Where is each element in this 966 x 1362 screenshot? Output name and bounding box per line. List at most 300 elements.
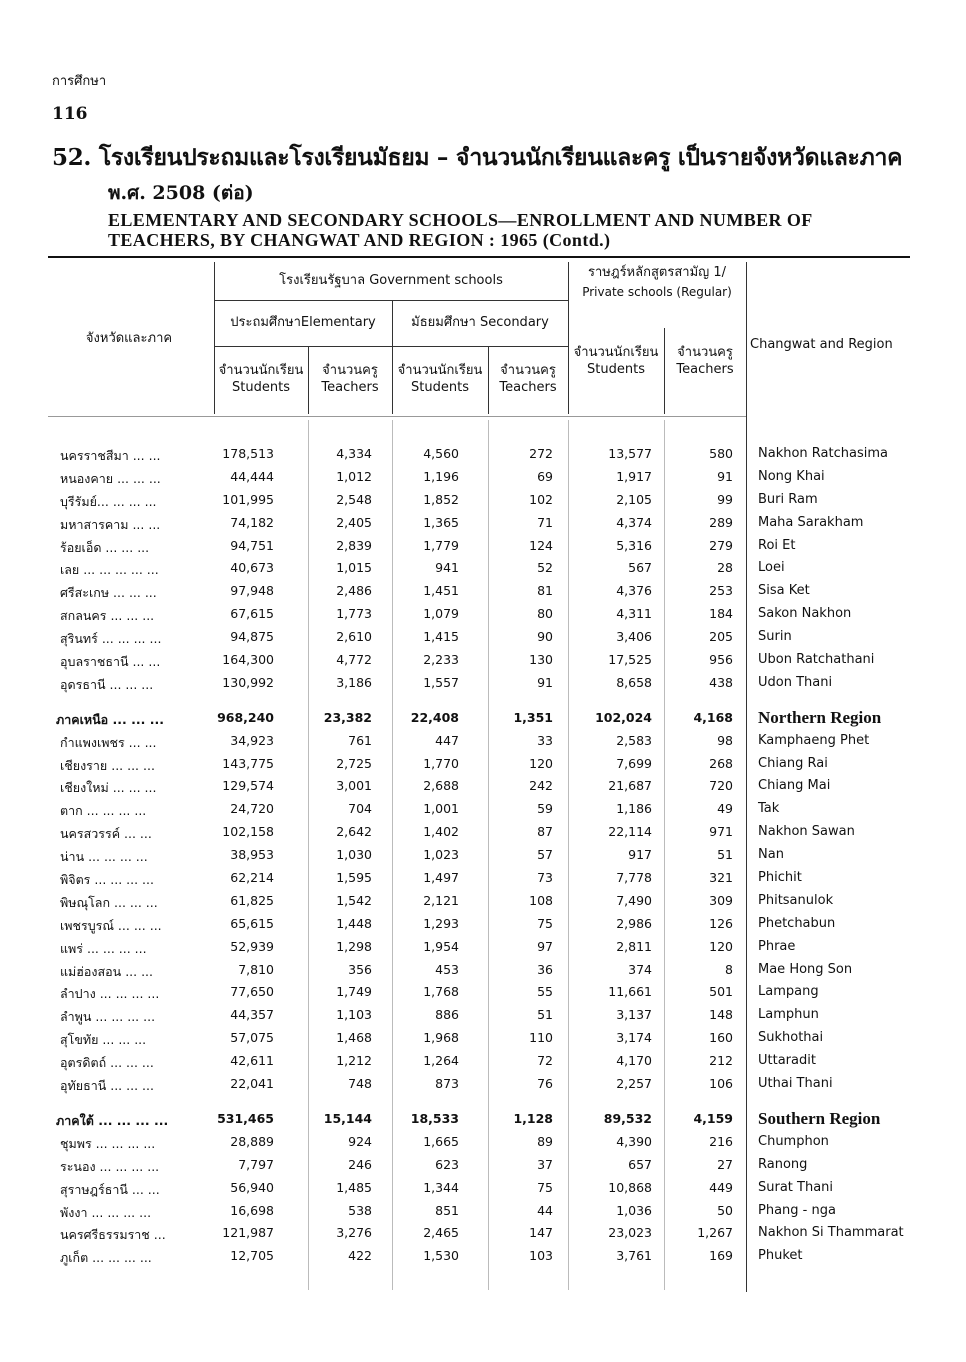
cell-secondary-students: 1,497 — [423, 870, 459, 886]
cell-elementary-students: 101,995 — [222, 491, 274, 507]
cell-secondary-teachers: 242 — [529, 778, 553, 794]
cell-private-teachers: 99 — [717, 491, 733, 507]
changwat-name-english: Phetchabun — [758, 915, 836, 931]
cell-elementary-students: 130,992 — [222, 674, 274, 690]
changwat-name-english: Northern Region — [758, 707, 882, 727]
cell-elementary-teachers: 3,186 — [336, 674, 372, 690]
cell-elementary-students: 44,444 — [230, 468, 274, 484]
changwat-name-thai: อุทัยธานี ... ... ... — [60, 1078, 154, 1094]
changwat-name-thai: ตาก ... ... ... ... — [60, 803, 147, 819]
table-row — [48, 962, 910, 985]
cell-elementary-teachers: 1,773 — [336, 606, 372, 622]
cell-private-teachers: 98 — [717, 732, 733, 748]
table-row — [48, 733, 910, 756]
changwat-name-thai: ลำปาง ... ... ... ... — [60, 986, 160, 1002]
changwat-name-thai: แพร่ ... ... ... ... — [60, 940, 147, 956]
cell-secondary-teachers: 102 — [529, 491, 553, 507]
cell-elementary-teachers: 1,485 — [336, 1179, 372, 1195]
table-row — [48, 801, 910, 824]
table-row — [48, 870, 910, 893]
cell-elementary-teachers: 761 — [348, 732, 372, 748]
table-row — [48, 756, 910, 779]
table-row — [48, 824, 910, 847]
cell-private-students: 7,490 — [616, 892, 652, 908]
cell-private-teachers: 51 — [717, 847, 733, 863]
changwat-name-thai: ชุมพร ... ... ... ... — [60, 1135, 156, 1151]
changwat-name-english: Uttaradit — [758, 1053, 816, 1069]
cell-private-teachers: 120 — [709, 938, 733, 954]
cell-private-teachers: 309 — [709, 892, 733, 908]
cell-private-teachers: 289 — [709, 514, 733, 530]
cell-elementary-students: 42,611 — [230, 1053, 274, 1069]
cell-private-students: 13,577 — [608, 446, 652, 461]
changwat-name-thai: สกลนคร ... ... ... — [60, 608, 155, 624]
cell-elementary-students: 38,953 — [230, 847, 274, 863]
cell-secondary-teachers: 147 — [529, 1225, 553, 1241]
cell-elementary-teachers: 3,001 — [336, 778, 372, 794]
cell-private-students: 4,376 — [616, 583, 652, 599]
cell-private-students: 89,532 — [603, 1110, 652, 1126]
cell-elementary-students: 97,948 — [230, 583, 274, 599]
table-row — [48, 916, 910, 939]
cell-secondary-teachers: 59 — [537, 801, 553, 817]
cell-secondary-teachers: 72 — [537, 1053, 553, 1069]
changwat-name-english: Sukhothai — [758, 1030, 824, 1046]
cell-secondary-students: 1,402 — [423, 824, 459, 840]
cell-private-students: 102,024 — [595, 709, 652, 725]
cell-elementary-students: 121,987 — [222, 1225, 274, 1241]
table-row — [48, 893, 910, 916]
changwat-name-english: Loei — [758, 560, 785, 576]
changwat-name-thai: นครศรีธรรมราช ... — [60, 1227, 166, 1243]
cell-elementary-students: 531,465 — [217, 1110, 274, 1126]
cell-secondary-students: 2,233 — [423, 652, 459, 668]
changwat-name-english: Phitsanulok — [758, 892, 834, 908]
changwat-name-thai: เชียงใหม่ ... ... ... — [60, 780, 157, 796]
cell-secondary-students: 2,121 — [423, 892, 459, 908]
cell-elementary-teachers: 1,012 — [336, 468, 372, 484]
cell-private-students: 17,525 — [608, 652, 652, 668]
cell-elementary-teachers: 1,749 — [336, 984, 372, 1000]
cell-private-students: 2,105 — [616, 491, 652, 507]
cell-secondary-teachers: 130 — [529, 652, 553, 668]
cell-secondary-teachers: 124 — [529, 537, 553, 553]
table-row — [48, 560, 910, 583]
cell-secondary-students: 1,770 — [423, 755, 459, 771]
cell-private-teachers: 268 — [709, 755, 733, 771]
cell-elementary-students: 94,875 — [230, 629, 274, 645]
cell-elementary-teachers: 1,298 — [336, 938, 372, 954]
changwat-name-english: Uthai Thani — [758, 1076, 833, 1092]
header-government-schools: โรงเรียนรัฐบาล Government schools — [279, 273, 503, 288]
changwat-name-english: Ubon Ratchathani — [758, 652, 875, 668]
cell-secondary-teachers: 76 — [537, 1076, 553, 1092]
changwat-name-thai: พิษณุโลก ... ... ... — [60, 894, 158, 910]
table-row — [48, 847, 910, 870]
changwat-name-english: Maha Sarakham — [758, 514, 864, 530]
changwat-name-english: Phuket — [758, 1248, 803, 1264]
cell-private-students: 3,761 — [616, 1248, 652, 1264]
changwat-name-english: Tak — [758, 801, 780, 817]
table-row — [48, 515, 910, 538]
cell-secondary-teachers: 37 — [537, 1156, 553, 1172]
cell-elementary-students: 164,300 — [222, 652, 274, 668]
changwat-name-english: Roi Et — [758, 537, 796, 553]
cell-private-students: 10,868 — [608, 1179, 652, 1195]
cell-secondary-students: 1,023 — [423, 847, 459, 863]
cell-elementary-teachers: 1,448 — [336, 915, 372, 931]
cell-secondary-teachers: 69 — [537, 468, 553, 484]
changwat-name-thai: ร้อยเอ็ด ... ... ... — [60, 539, 150, 555]
cell-elementary-students: 102,158 — [222, 824, 274, 840]
changwat-name-english: Sisa Ket — [758, 583, 810, 599]
cell-elementary-students: 40,673 — [230, 560, 274, 576]
cell-private-teachers: 184 — [709, 606, 733, 622]
cell-private-teachers: 106 — [709, 1076, 733, 1092]
changwat-name-english: Southern Region — [758, 1108, 881, 1128]
cell-private-students: 21,687 — [608, 778, 652, 794]
cell-elementary-students: 77,650 — [230, 984, 274, 1000]
cell-private-teachers: 971 — [709, 824, 733, 840]
cell-private-teachers: 160 — [709, 1030, 733, 1046]
table-row — [48, 652, 910, 675]
data-table-body — [48, 446, 910, 1271]
cell-private-teachers: 8 — [725, 961, 733, 977]
changwat-name-english: Nakhon Si Thammarat — [758, 1225, 904, 1241]
changwat-name-english: Mae Hong Son — [758, 961, 853, 977]
changwat-name-thai: เชียงราย ... ... ... — [60, 757, 155, 773]
cell-elementary-teachers: 1,015 — [336, 560, 372, 576]
changwat-name-english: Chumphon — [758, 1133, 829, 1149]
cell-private-students: 4,170 — [616, 1053, 652, 1069]
changwat-name-thai: สุโขทัย ... ... ... — [60, 1032, 147, 1048]
table-row — [48, 778, 910, 801]
cell-private-students: 917 — [628, 847, 652, 863]
cell-secondary-students: 1,954 — [423, 938, 459, 954]
cell-elementary-students: 7,797 — [238, 1156, 274, 1172]
header-private-students: จำนวนนักเรียน Students — [573, 345, 659, 377]
cell-private-students: 7,699 — [616, 755, 652, 771]
cell-private-teachers: 4,159 — [693, 1110, 733, 1126]
cell-secondary-students: 1,451 — [423, 583, 459, 599]
cell-private-students: 374 — [628, 961, 652, 977]
cell-elementary-teachers: 1,030 — [336, 847, 372, 863]
table-row — [48, 583, 910, 606]
cell-elementary-students: 65,615 — [230, 915, 274, 931]
cell-elementary-students: 34,923 — [230, 732, 274, 748]
cell-secondary-teachers: 89 — [537, 1133, 553, 1149]
cell-secondary-teachers: 75 — [537, 915, 553, 931]
cell-elementary-students: 56,940 — [230, 1179, 274, 1195]
cell-private-teachers: 449 — [709, 1179, 733, 1195]
header-sec-students: จำนวนนักเรียน Students — [397, 363, 483, 395]
cell-private-students: 567 — [628, 560, 652, 576]
changwat-name-thai: ศรีสะเกษ ... ... ... — [60, 585, 157, 601]
region-total-row — [48, 707, 910, 733]
cell-elementary-students: 7,810 — [238, 961, 274, 977]
table-row — [48, 538, 910, 561]
cell-secondary-teachers: 71 — [537, 514, 553, 530]
cell-secondary-teachers: 108 — [529, 892, 553, 908]
cell-private-students: 4,390 — [616, 1133, 652, 1149]
changwat-name-thai: น่าน ... ... ... ... — [60, 849, 148, 865]
cell-secondary-teachers: 87 — [537, 824, 553, 840]
changwat-name-thai: พังงา ... ... ... ... — [60, 1204, 152, 1220]
cell-secondary-teachers: 272 — [529, 446, 553, 461]
cell-elementary-students: 52,939 — [230, 938, 274, 954]
changwat-name-thai: อุตรดิตถ์ ... ... ... — [60, 1055, 154, 1071]
cell-elementary-teachers: 246 — [348, 1156, 372, 1172]
cell-secondary-teachers: 1,128 — [513, 1110, 553, 1126]
changwat-name-thai: นครสวรรค์ ... ... — [60, 826, 152, 842]
cell-private-students: 3,406 — [616, 629, 652, 645]
cell-secondary-students: 447 — [435, 732, 459, 748]
changwat-name-english: Phang - nga — [758, 1202, 836, 1218]
cell-private-students: 23,023 — [608, 1225, 652, 1241]
cell-elementary-teachers: 538 — [348, 1202, 372, 1218]
region-total-row — [48, 1108, 910, 1134]
changwat-name-thai: ลำพูน ... ... ... ... — [60, 1009, 156, 1025]
cell-elementary-students: 28,889 — [230, 1133, 274, 1149]
cell-secondary-teachers: 97 — [537, 938, 553, 954]
table-row — [48, 1007, 910, 1030]
cell-private-teachers: 580 — [709, 446, 733, 461]
header-elem-students: จำนวนนักเรียน Students — [218, 363, 304, 395]
cell-private-students: 2,583 — [616, 732, 652, 748]
table-row — [48, 1076, 910, 1099]
cell-secondary-teachers: 103 — [529, 1248, 553, 1264]
cell-secondary-students: 1,001 — [423, 801, 459, 817]
cell-secondary-students: 1,779 — [423, 537, 459, 553]
cell-private-students: 8,658 — [616, 674, 652, 690]
cell-secondary-students: 1,365 — [423, 514, 459, 530]
cell-elementary-teachers: 2,642 — [336, 824, 372, 840]
cell-private-students: 2,811 — [616, 938, 652, 954]
header-secondary: มัธยมศึกษา Secondary — [411, 315, 549, 330]
changwat-name-english: Chiang Rai — [758, 755, 828, 771]
cell-elementary-teachers: 748 — [348, 1076, 372, 1092]
cell-elementary-students: 61,825 — [230, 892, 274, 908]
table-row — [48, 1134, 910, 1157]
cell-private-teachers: 956 — [709, 652, 733, 668]
cell-private-teachers: 253 — [709, 583, 733, 599]
changwat-name-english: Surin — [758, 629, 792, 645]
cell-secondary-teachers: 36 — [537, 961, 553, 977]
cell-secondary-teachers: 57 — [537, 847, 553, 863]
page-number: 116 — [52, 104, 88, 124]
changwat-name-thai: ภาคใต้ ... ... ... ... — [56, 1112, 169, 1128]
table-row — [48, 1248, 910, 1271]
cell-secondary-teachers: 75 — [537, 1179, 553, 1195]
cell-private-students: 3,174 — [616, 1030, 652, 1046]
cell-private-teachers: 279 — [709, 537, 733, 553]
cell-elementary-students: 57,075 — [230, 1030, 274, 1046]
cell-elementary-students: 67,615 — [230, 606, 274, 622]
header-elementary: ประถมศึกษาElementary — [230, 315, 376, 330]
cell-secondary-teachers: 55 — [537, 984, 553, 1000]
cell-elementary-teachers: 422 — [348, 1248, 372, 1264]
table-row — [48, 675, 910, 698]
cell-secondary-students: 18,533 — [410, 1110, 459, 1126]
running-head: การศึกษา — [52, 74, 107, 89]
header-bottom-rule — [48, 416, 746, 417]
cell-elementary-teachers: 1,468 — [336, 1030, 372, 1046]
cell-elementary-teachers: 2,610 — [336, 629, 372, 645]
header-changwat-thai: จังหวัดและภาค — [85, 331, 173, 346]
cell-elementary-teachers: 2,486 — [336, 583, 372, 599]
changwat-name-thai: เพชรบูรณ์ ... ... ... — [60, 917, 162, 933]
cell-secondary-students: 1,530 — [423, 1248, 459, 1264]
cell-secondary-students: 1,768 — [423, 984, 459, 1000]
cell-private-teachers: 720 — [709, 778, 733, 794]
cell-secondary-teachers: 33 — [537, 732, 553, 748]
changwat-name-thai: มหาสารคาม ... ... — [60, 516, 161, 532]
changwat-name-thai: เลย ... ... ... ... ... — [60, 562, 159, 578]
cell-secondary-teachers: 44 — [537, 1202, 553, 1218]
cell-secondary-teachers: 52 — [537, 560, 553, 576]
changwat-name-thai: หนองคาย ... ... ... — [60, 470, 161, 486]
changwat-name-english: Nong Khai — [758, 468, 825, 484]
table-title-thai-year: พ.ศ. 2508 (ต่อ) — [108, 182, 254, 204]
cell-secondary-students: 941 — [435, 560, 459, 576]
changwat-name-english: Lamphun — [758, 1007, 819, 1023]
cell-private-teachers: 212 — [709, 1053, 733, 1069]
changwat-name-english: Surat Thani — [758, 1179, 834, 1195]
cell-elementary-students: 12,705 — [230, 1248, 274, 1264]
changwat-name-thai: กำแพงเพชร ... ... — [60, 734, 157, 750]
cell-secondary-students: 1,293 — [423, 915, 459, 931]
cell-elementary-teachers: 356 — [348, 961, 372, 977]
cell-private-students: 657 — [628, 1156, 652, 1172]
changwat-name-thai: ภาคเหนือ ... ... ... — [56, 711, 164, 727]
cell-elementary-teachers: 15,144 — [323, 1110, 372, 1126]
cell-secondary-students: 453 — [435, 961, 459, 977]
table-title-english-line1: ELEMENTARY AND SECONDARY SCHOOLS—ENROLLMENT AND NUMBER OF — [108, 210, 813, 230]
cell-private-teachers: 49 — [717, 801, 733, 817]
cell-secondary-teachers: 1,351 — [513, 709, 553, 725]
cell-elementary-students: 24,720 — [230, 801, 274, 817]
cell-elementary-teachers: 704 — [348, 801, 372, 817]
changwat-name-english: Sakon Nakhon — [758, 606, 852, 622]
cell-elementary-teachers: 1,542 — [336, 892, 372, 908]
changwat-name-english: Udon Thani — [758, 674, 833, 690]
cell-secondary-students: 1,665 — [423, 1133, 459, 1149]
cell-elementary-students: 968,240 — [217, 709, 274, 725]
cell-secondary-students: 2,465 — [423, 1225, 459, 1241]
cell-secondary-students: 4,560 — [423, 446, 459, 461]
cell-private-students: 11,661 — [608, 984, 652, 1000]
cell-private-students: 2,257 — [616, 1076, 652, 1092]
cell-elementary-teachers: 1,103 — [336, 1007, 372, 1023]
cell-elementary-teachers: 1,595 — [336, 870, 372, 886]
cell-elementary-teachers: 2,548 — [336, 491, 372, 507]
cell-secondary-students: 1,852 — [423, 491, 459, 507]
cell-elementary-students: 44,357 — [230, 1007, 274, 1023]
cell-elementary-students: 16,698 — [230, 1202, 274, 1218]
cell-secondary-teachers: 80 — [537, 606, 553, 622]
cell-private-teachers: 126 — [709, 915, 733, 931]
table-row — [48, 1203, 910, 1226]
cell-secondary-students: 623 — [435, 1156, 459, 1172]
cell-secondary-students: 886 — [435, 1007, 459, 1023]
cell-private-students: 2,986 — [616, 915, 652, 931]
cell-private-teachers: 1,267 — [697, 1225, 733, 1241]
changwat-name-english: Nakhon Sawan — [758, 824, 855, 840]
changwat-name-english: Phichit — [758, 870, 802, 886]
changwat-name-english: Ranong — [758, 1156, 808, 1172]
cell-elementary-teachers: 4,772 — [336, 652, 372, 668]
cell-elementary-students: 74,182 — [230, 514, 274, 530]
cell-private-students: 4,311 — [616, 606, 652, 622]
cell-private-students: 22,114 — [608, 824, 652, 840]
cell-elementary-teachers: 23,382 — [323, 709, 372, 725]
cell-secondary-students: 22,408 — [410, 709, 459, 725]
cell-private-students: 3,137 — [616, 1007, 652, 1023]
cell-private-teachers: 148 — [709, 1007, 733, 1023]
cell-private-students: 1,036 — [616, 1202, 652, 1218]
header-divider — [214, 300, 568, 301]
cell-private-teachers: 50 — [717, 1202, 733, 1218]
changwat-name-thai: สุรินทร์ ... ... ... ... — [60, 631, 162, 647]
cell-secondary-students: 851 — [435, 1202, 459, 1218]
table-title-thai: 52. โรงเรียนประถมและโรงเรียนมัธยม – จำนวนนักเรียนและครู เป็นรายจังหวัดและภาค — [52, 144, 903, 171]
cell-secondary-students: 873 — [435, 1076, 459, 1092]
cell-private-teachers: 28 — [717, 560, 733, 576]
cell-private-students: 1,186 — [616, 801, 652, 817]
cell-elementary-teachers: 1,212 — [336, 1053, 372, 1069]
cell-private-students: 1,917 — [616, 468, 652, 484]
cell-elementary-students: 94,751 — [230, 537, 274, 553]
changwat-name-english: Nan — [758, 847, 784, 863]
changwat-name-thai: ภูเก็ต ... ... ... ... — [60, 1250, 152, 1266]
cell-private-students: 4,374 — [616, 514, 652, 530]
changwat-name-thai: พิจิตร ... ... ... ... — [60, 872, 154, 888]
cell-private-teachers: 438 — [709, 674, 733, 690]
changwat-name-english: Chiang Mai — [758, 778, 831, 794]
cell-secondary-students: 1,557 — [423, 674, 459, 690]
cell-elementary-students: 62,214 — [230, 870, 274, 886]
changwat-name-english: Kamphaeng Phet — [758, 732, 870, 748]
header-sec-teachers: จำนวนครู Teachers — [499, 363, 557, 395]
table-row — [48, 1030, 910, 1053]
cell-elementary-students: 22,041 — [230, 1076, 274, 1092]
cell-elementary-students: 129,574 — [222, 778, 274, 794]
cell-secondary-teachers: 120 — [529, 755, 553, 771]
table-row — [48, 1225, 910, 1248]
cell-private-teachers: 216 — [709, 1133, 733, 1149]
header-changwat-english: Changwat and Region — [750, 337, 893, 352]
cell-secondary-students: 1,968 — [423, 1030, 459, 1046]
cell-private-teachers: 501 — [709, 984, 733, 1000]
cell-secondary-students: 1,344 — [423, 1179, 459, 1195]
cell-secondary-teachers: 81 — [537, 583, 553, 599]
table-title-english-line2: TEACHERS, BY CHANGWAT AND REGION : 1965 (Contd.) — [108, 230, 611, 250]
changwat-name-thai: แม่ฮ่องสอน ... ... — [60, 963, 154, 979]
table-row — [48, 492, 910, 515]
header-elem-teachers: จำนวนครู Teachers — [321, 363, 379, 395]
cell-secondary-students: 2,688 — [423, 778, 459, 794]
cell-elementary-teachers: 2,405 — [336, 514, 372, 530]
cell-elementary-teachers: 2,725 — [336, 755, 372, 771]
cell-private-teachers: 91 — [717, 468, 733, 484]
cell-private-teachers: 4,168 — [693, 709, 733, 725]
cell-private-students: 7,778 — [616, 870, 652, 886]
cell-private-teachers: 205 — [709, 629, 733, 645]
cell-private-teachers: 321 — [709, 870, 733, 886]
cell-elementary-teachers: 3,276 — [336, 1225, 372, 1241]
table-top-rule — [48, 256, 910, 258]
cell-secondary-students: 1,415 — [423, 629, 459, 645]
